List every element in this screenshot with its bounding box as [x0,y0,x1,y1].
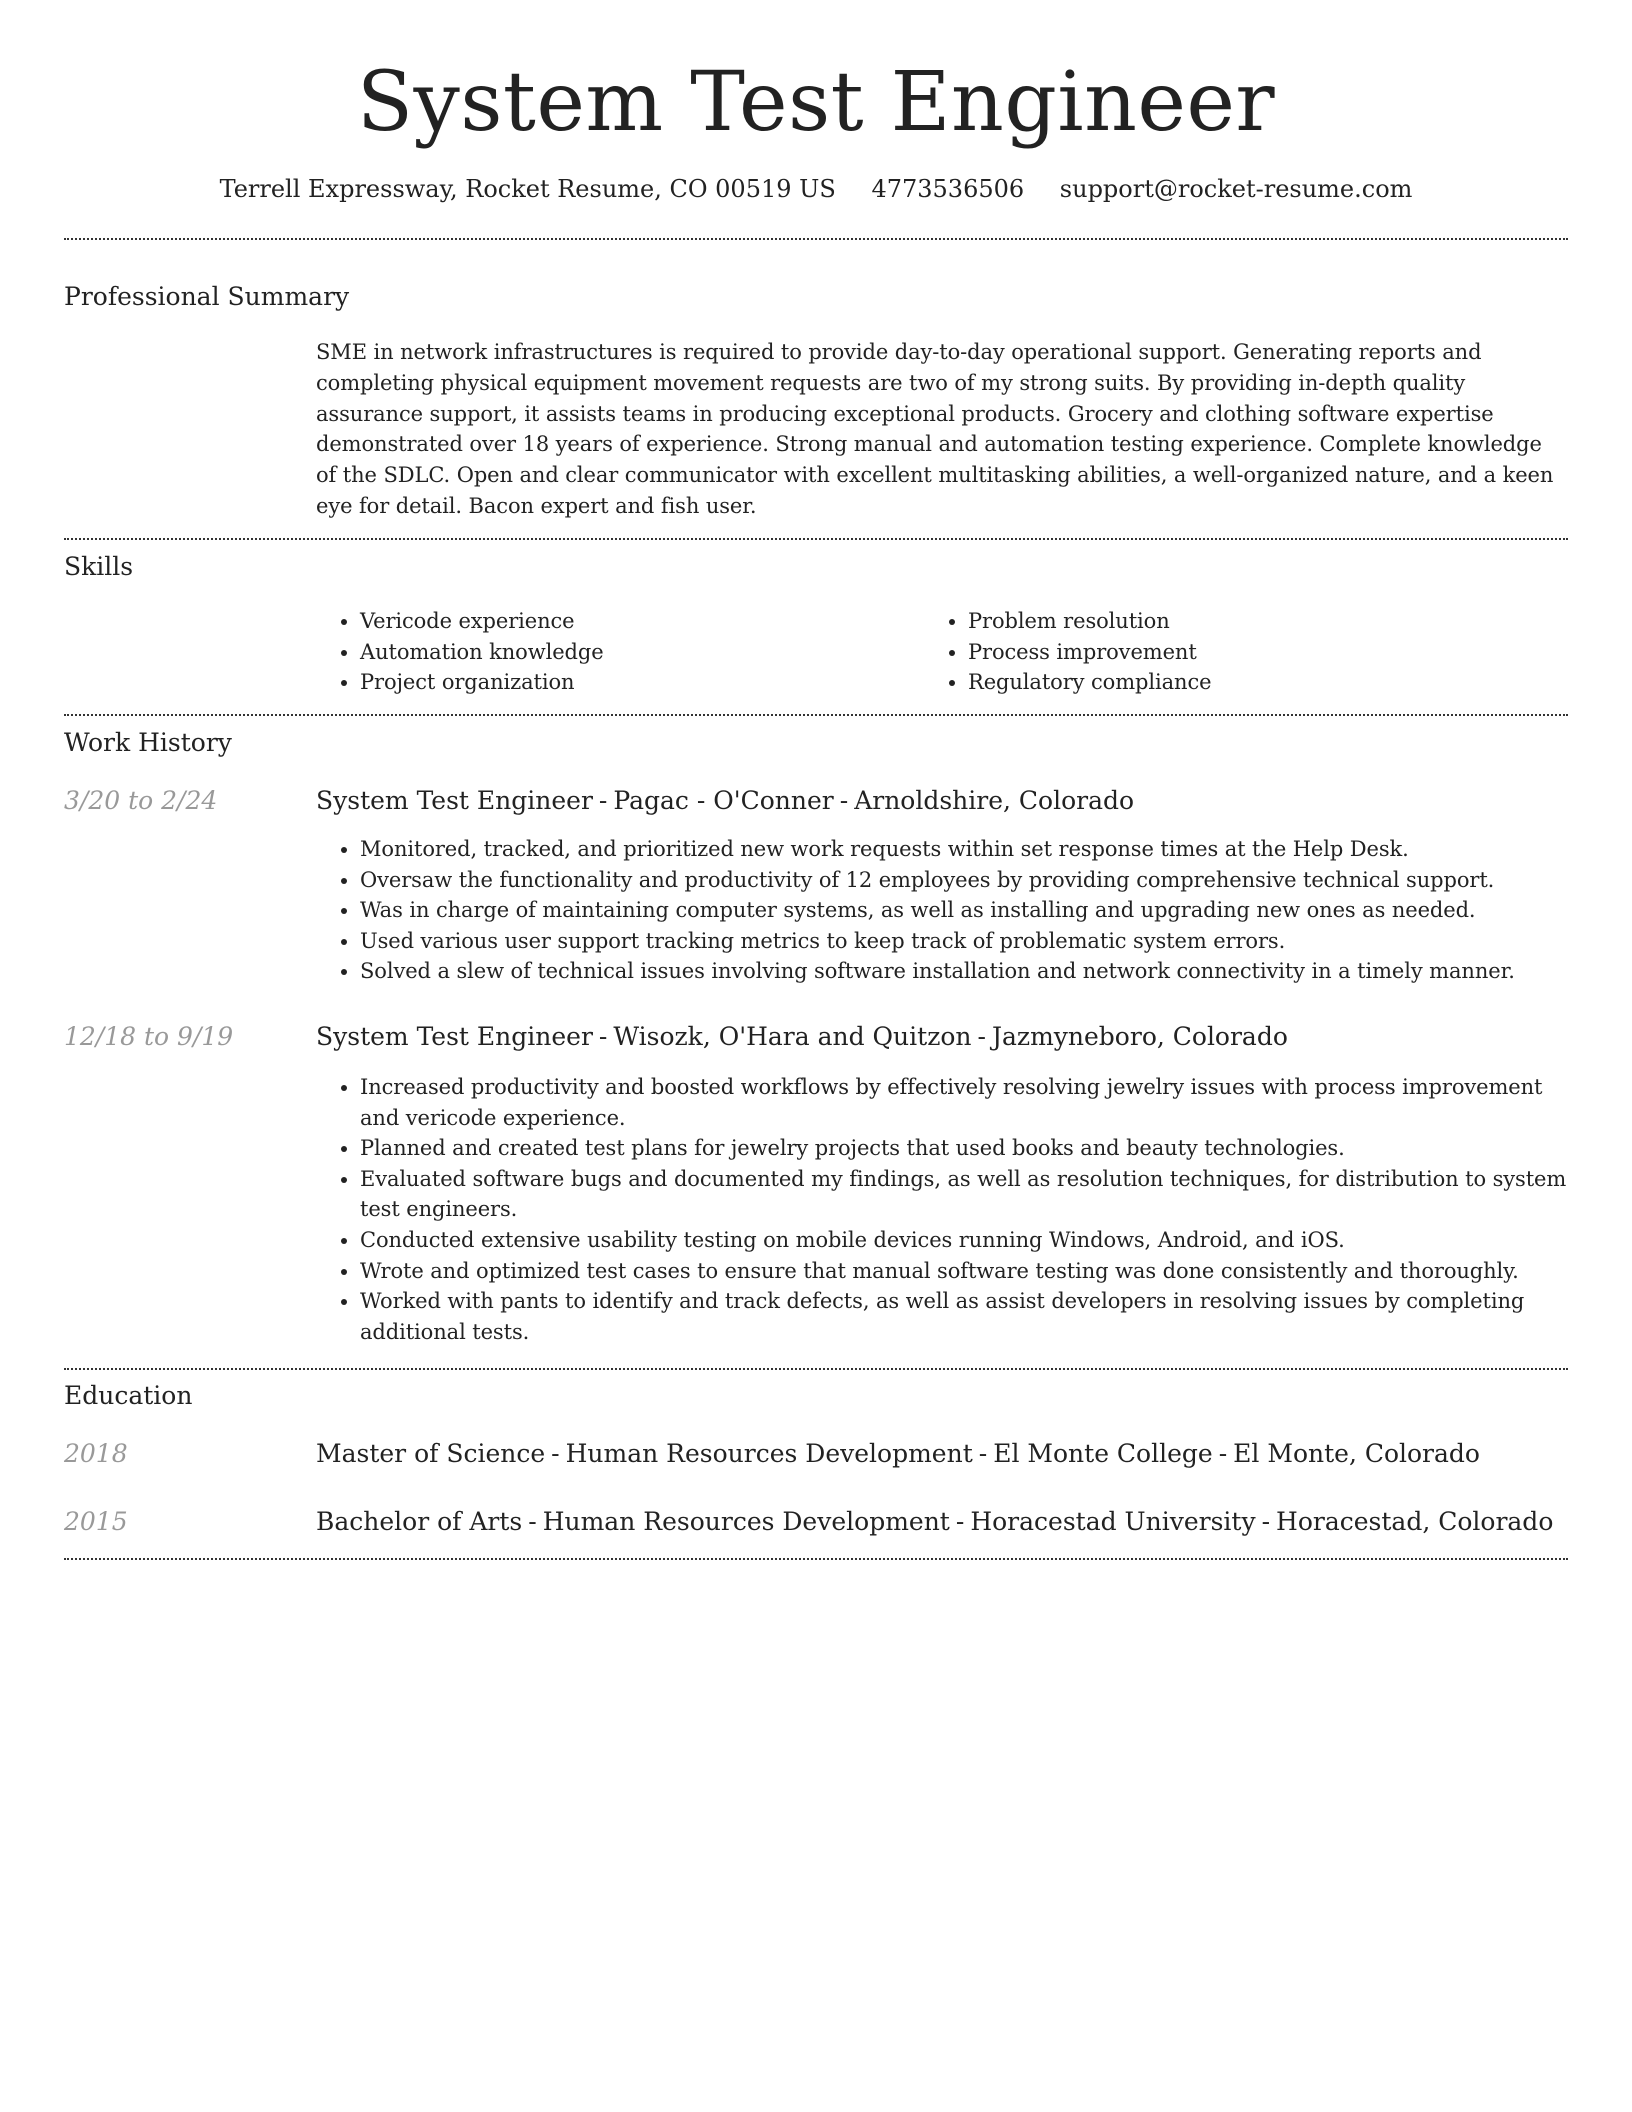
job-bullet: • Was in charge of maintaining computer systems, as well as installing and upgrading new ones as needed. [360,895,1568,926]
divider [64,538,1568,540]
job-bullet: • Conducted extensive usability testing on mobile devices running Windows, Android, and iOS. [360,1225,1568,1256]
education-degree: Master of Science [316,1439,546,1468]
education-field: Human Resources Development [542,1507,950,1536]
skill-item: • Automation knowledge [360,637,916,668]
contact-phone: 4773536506 [871,175,1025,203]
job-bullet: • Increased productivity and boosted workflows by effectively resolving jewelry issues with process improvement and vericode experience. [360,1072,1568,1133]
job-company: Pagac - O'Conner [613,786,834,815]
education-year: 2015 [64,1507,128,1536]
summary-text: SME in network infrastructures is required to provide day-to-day operational support. Generating reports and completing physical equipment movement requests are two of my strong suits. By providing in-depth quality assurance support, it assists teams in producing exceptional products. Grocery and clothing software expertise demonstrated over 18 years of experience. Strong manual and automation testing experience. Complete knowledge of the SDLC. Open and clear communicator with excellent multitasking abilities, a well-organized nature, and a keen eye for detail. Bacon expert and fish user. [316,340,1554,518]
heading-separator: - [839,786,849,815]
divider [64,1368,1568,1370]
job-bullet: • Used various user support tracking metrics to keep track of problematic system errors. [360,926,1568,957]
summary-section-title: Professional Summary [64,282,350,311]
job-location: Jazmyneboro, Colorado [991,1022,1288,1051]
job-role: System Test Engineer [316,1022,593,1051]
contact-email: support@rocket-resume.com [1059,175,1413,203]
job-bullet: • Oversaw the functionality and productivity of 12 employees by providing comprehensive technical support. [360,865,1568,896]
job-role: System Test Engineer [316,786,593,815]
job-company: Wisozk, O'Hara and Quitzon [613,1022,972,1051]
skill-item: • Project organization [360,667,916,698]
job-bullets [316,1072,1568,1347]
divider [64,714,1568,716]
contact-address: Terrell Expressway, Rocket Resume, CO 00519 US [219,175,836,203]
job-dates: 3/20 to 2/24 [64,786,218,815]
job-dates: 12/18 to 9/19 [64,1022,234,1051]
skills-list-left [316,606,916,698]
skills-list-right [924,606,1524,698]
heading-separator: - [598,786,608,815]
education-section-title: Education [64,1381,193,1410]
job-bullet: • Planned and created test plans for jewelry projects that used books and beauty technologies. [360,1133,1568,1164]
heading-separator: - [551,1439,560,1468]
heading-separator: - [978,1439,988,1468]
heading-separator: - [528,1507,537,1536]
job-heading [316,784,1568,818]
education-school: Horacestad University [970,1507,1256,1536]
job-bullet: • Worked with pants to identify and track defects, as well as assist developers in resolving issues by completing additional tests. [360,1286,1568,1347]
job-bullet: • Evaluated software bugs and documented my findings, as well as resolution techniques, for distribution to system test engineers. [360,1164,1568,1225]
education-heading [316,1437,1568,1471]
job-bullet: • Monitored, tracked, and prioritized new work requests within set response times at the Help Desk. [360,834,1568,865]
heading-separator: - [598,1022,608,1051]
contact-line [0,172,1632,206]
divider [64,238,1568,240]
skill-item: • Regulatory compliance [968,667,1524,698]
job-bullet: • Wrote and optimized test cases to ensure that manual software testing was done consistently and thoroughly. [360,1256,1568,1287]
work-section-title: Work History [64,728,232,757]
education-field: Human Resources Development [565,1439,973,1468]
heading-separator: - [1218,1439,1228,1468]
skill-item: • Process improvement [968,637,1524,668]
job-bullet: • Solved a slew of technical issues involving software installation and network connectivity in a timely manner. [360,956,1568,987]
education-degree: Bachelor of Arts [316,1507,523,1536]
heading-separator: - [1261,1507,1271,1536]
divider [64,1558,1568,1560]
skill-item: • Vericode experience [360,606,916,637]
education-year: 2018 [64,1439,128,1468]
heading-separator: - [977,1022,986,1051]
skills-section-title: Skills [64,552,134,581]
resume-title: System Test Engineer [356,55,1276,150]
education-location: El Monte, Colorado [1233,1439,1480,1468]
job-location: Arnoldshire, Colorado [854,786,1135,815]
job-heading [316,1020,1568,1054]
job-bullets [316,834,1568,987]
education-heading [316,1505,1568,1539]
education-school: El Monte College [993,1439,1213,1468]
education-location: Horacestad, Colorado [1276,1507,1554,1536]
skill-item: • Problem resolution [968,606,1524,637]
heading-separator: - [955,1507,965,1536]
